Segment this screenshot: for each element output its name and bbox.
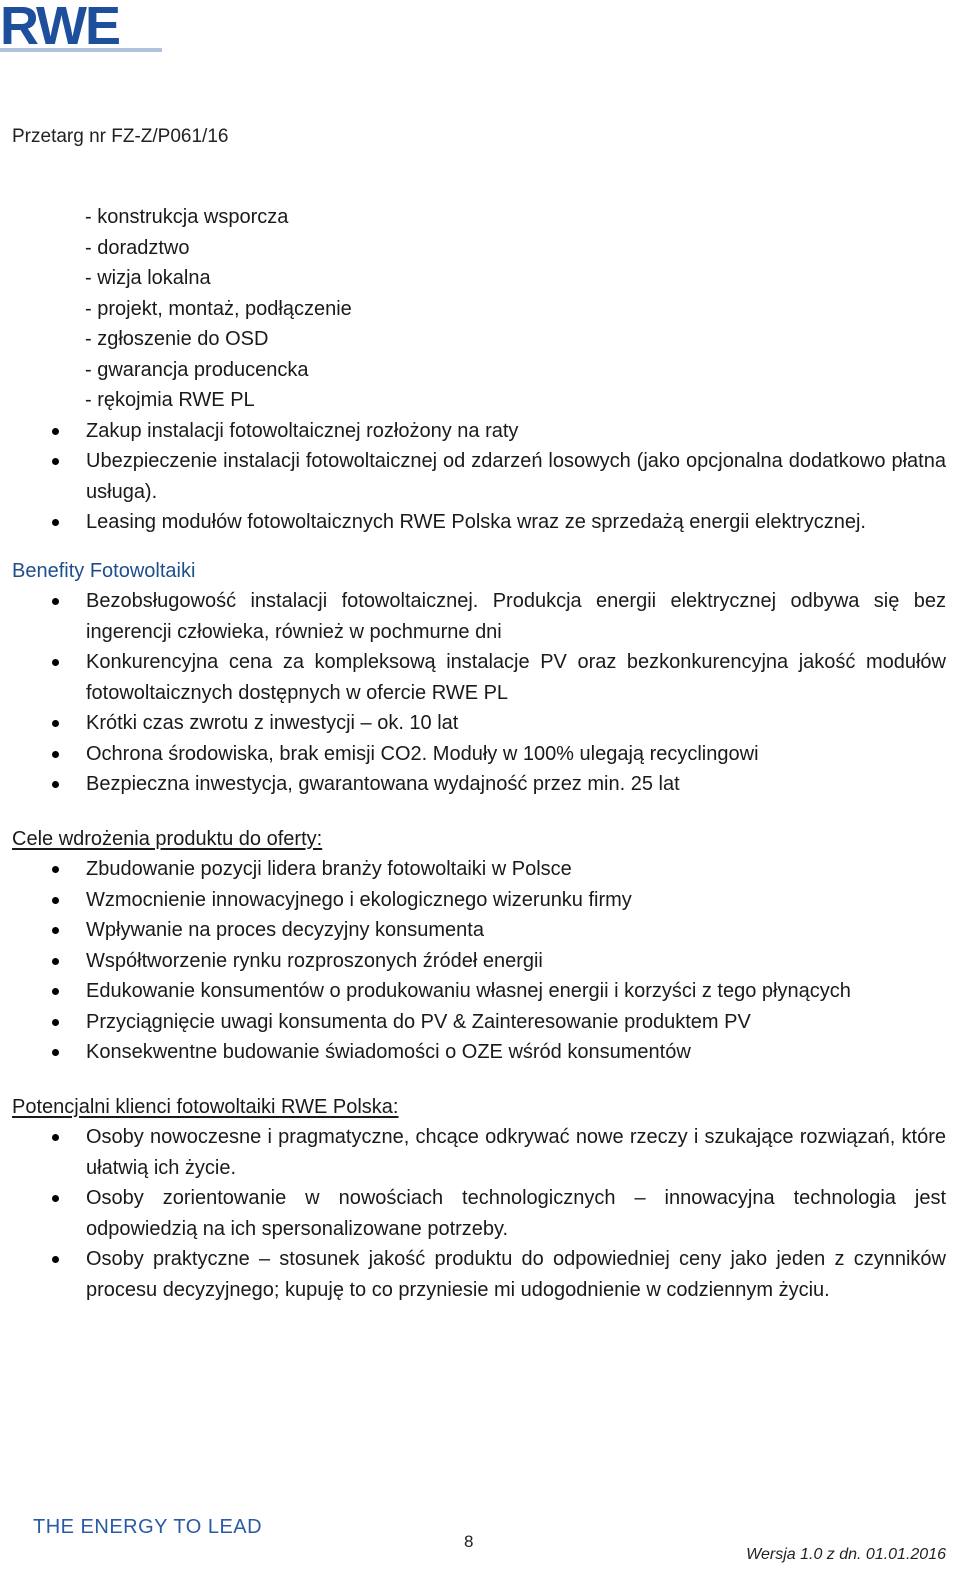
goal-item: Edukowanie konsumentów o produkowaniu własnej energii i korzyści z tego płynących (12, 976, 946, 1007)
offer-item: Ubezpieczenie instalacji fotowoltaicznej od zdarzeń losowych (jako opcjonalna dodatkowo płatna usługa). (12, 446, 946, 507)
benefit-item: Ochrona środowiska, brak emisji CO2. Moduły w 100% ulegają recyclingowi (12, 739, 946, 770)
document-body (12, 202, 946, 1305)
scope-item: - zgłoszenie do OSD (85, 328, 269, 350)
goal-item: Zbudowanie pozycji lidera branży fotowoltaiki w Polsce (12, 854, 946, 885)
goal-item: Konsekwentne budowanie świadomości o OZE wśród konsumentów (12, 1037, 946, 1068)
clients-heading: Potencjalni klienci fotowoltaiki RWE Polska: (12, 1095, 399, 1118)
scope-list (12, 202, 946, 416)
offer-list (12, 416, 946, 538)
goal-item: Przyciągnięcie uwagi konsumenta do PV & Zainteresowanie produktem PV (12, 1007, 946, 1038)
benefits-heading: Benefity Fotowoltaiki (12, 559, 196, 582)
rwe-logo-text: RWE (0, 0, 120, 56)
benefits-list (12, 586, 946, 800)
footer-tagline: THE ENERGY TO LEAD (33, 1516, 263, 1538)
rwe-logo (0, 0, 166, 60)
client-item: Osoby nowoczesne i pragmatyczne, chcące odkrywać nowe rzeczy i szukające rozwiązań, które ułatwią ich życie. (12, 1122, 946, 1183)
scope-item: - projekt, montaż, podłączenie (85, 297, 352, 320)
benefit-item: Bezpieczna inwestycja, gwarantowana wydajność przez min. 25 lat (12, 769, 946, 800)
client-item: Osoby zorientowanie w nowościach technologicznych – innowacyjna technologia jest odpowiedzią na ich spersonalizowane potrzeby. (12, 1183, 946, 1244)
document-version: Wersja 1.0 z dn. 01.01.2016 (746, 1546, 946, 1563)
goals-heading: Cele wdrożenia produktu do oferty: (12, 827, 323, 850)
scope-item: - konstrukcja wsporcza (85, 206, 289, 228)
goals-list (12, 854, 946, 1068)
benefit-item: Konkurencyjna cena za kompleksową instalacje PV oraz bezkonkurencyjna jakość modułów fotowoltaicznych dostępnych w ofercie RWE PL (12, 647, 946, 708)
offer-item: Leasing modułów fotowoltaicznych RWE Polska wraz ze sprzedażą energii elektrycznej. (12, 507, 946, 538)
scope-item: - gwarancja producencka (85, 358, 309, 381)
goal-item: Wzmocnienie innowacyjnego i ekologicznego wizerunku firmy (12, 885, 946, 916)
goal-item: Współtworzenie rynku rozproszonych źródeł energii (12, 946, 946, 977)
scope-item: - doradztwo (85, 236, 190, 259)
goal-item: Wpływanie na proces decyzyjny konsumenta (12, 915, 946, 946)
benefit-item: Krótki czas zwrotu z inwestycji – ok. 10 lat (12, 708, 946, 739)
scope-item: - rękojmia RWE PL (85, 389, 255, 411)
scope-item: - wizja lokalna (85, 267, 211, 289)
client-item: Osoby praktyczne – stosunek jakość produktu do odpowiedniej ceny jako jeden z czynników procesu decyzyjnego; kupuję to co przyniesie mi udogodnienie w codziennym życiu. (12, 1244, 946, 1305)
benefit-item: Bezobsługowość instalacji fotowoltaicznej. Produkcja energii elektrycznej odbywa się bez ingerencji człowieka, również w pochmurne dni (12, 586, 946, 647)
offer-item: Zakup instalacji fotowoltaicznej rozłożony na raty (12, 416, 946, 447)
tender-reference: Przetarg nr FZ-Z/P061/16 (12, 126, 229, 147)
clients-list (12, 1122, 946, 1305)
page-number: 8 (464, 1532, 474, 1551)
